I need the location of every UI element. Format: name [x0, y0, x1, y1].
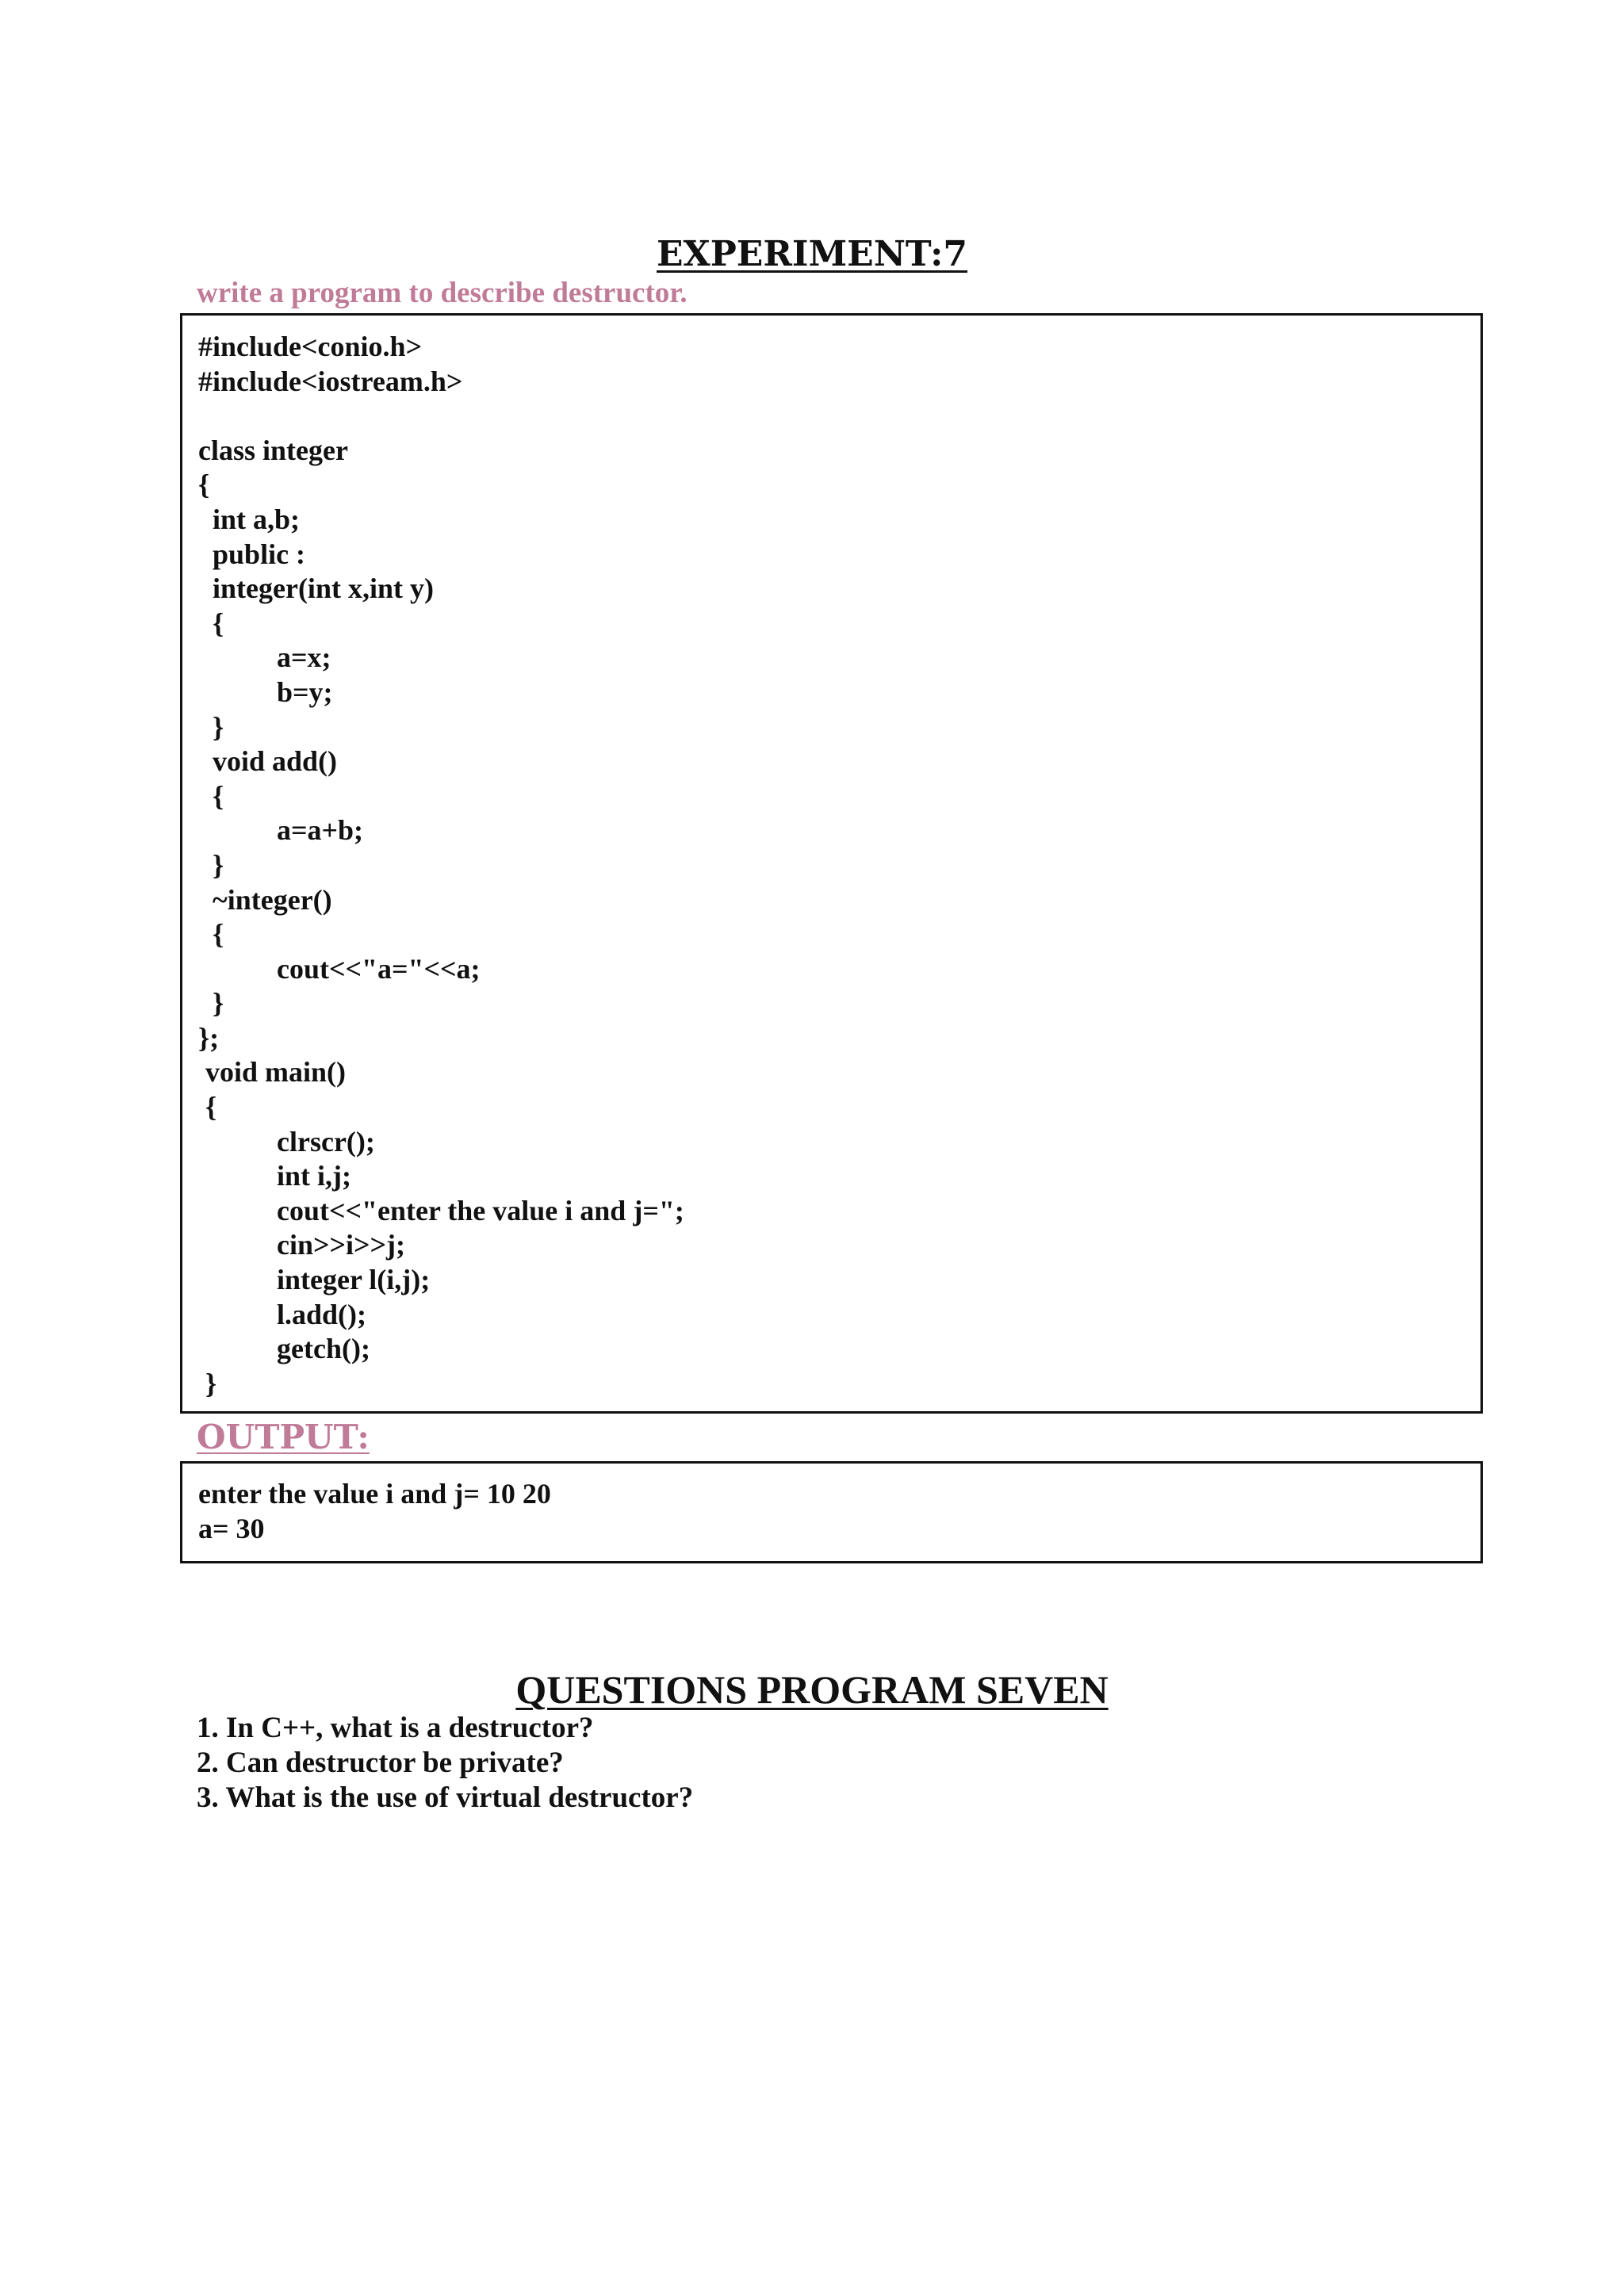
output-line: enter the value i and j= 10 20 [198, 1478, 551, 1510]
code-line: a=x; [198, 641, 331, 674]
code-line: ~integer() [198, 883, 332, 916]
code-line: cout<<"enter the value i and j="; [198, 1194, 684, 1226]
question-item: 1. In C++, what is a destructor? [197, 1712, 594, 1744]
code-line: integer l(i,j); [198, 1264, 431, 1296]
code-line [198, 399, 684, 434]
code-line: #include<iostream.h> [198, 365, 463, 397]
code-listing [198, 330, 684, 1401]
code-line: }; [198, 1021, 220, 1054]
code-line: getch(); [198, 1333, 370, 1365]
code-line: { [198, 469, 210, 501]
code-line: clrscr(); [198, 1125, 375, 1158]
code-line: { [198, 1091, 217, 1123]
question-item: 3. What is the use of virtual destructor? [197, 1781, 694, 1814]
output-box [180, 1461, 1483, 1563]
code-line: cout<<"a="<<a; [198, 952, 481, 985]
code-line: { [198, 918, 224, 951]
code-line: int i,j; [198, 1160, 351, 1192]
code-line: cin>>i>>j; [198, 1229, 406, 1261]
code-line: } [198, 848, 224, 881]
code-line: int a,b; [198, 503, 301, 535]
code-line: } [198, 710, 224, 743]
code-line: #include<conio.h> [198, 331, 423, 362]
questions-title: QUESTIONS PROGRAM SEVEN [515, 1667, 1109, 1712]
code-line: l.add(); [198, 1298, 367, 1330]
question-item: 2. Can destructor be private? [197, 1747, 564, 1779]
aim-text: write a program to describe destructor. [197, 277, 688, 309]
code-line: public : [198, 538, 306, 570]
code-line: } [198, 1367, 217, 1399]
output-listing [198, 1476, 551, 1546]
code-line: a=a+b; [198, 814, 364, 847]
code-line: class integer [198, 434, 348, 466]
code-line: } [198, 987, 224, 1020]
code-line: void main() [198, 1056, 347, 1089]
code-line: { [198, 779, 224, 812]
code-box [180, 313, 1483, 1414]
code-line: integer(int x,int y) [198, 572, 434, 605]
code-line: void add() [198, 745, 338, 778]
code-line: { [198, 607, 224, 639]
output-line: a= 30 [198, 1513, 265, 1544]
questions-list [197, 1711, 693, 1816]
page-title: EXPERIMENT:7 [657, 234, 967, 274]
code-line: b=y; [198, 675, 333, 708]
output-heading: OUTPUT: [197, 1418, 370, 1456]
